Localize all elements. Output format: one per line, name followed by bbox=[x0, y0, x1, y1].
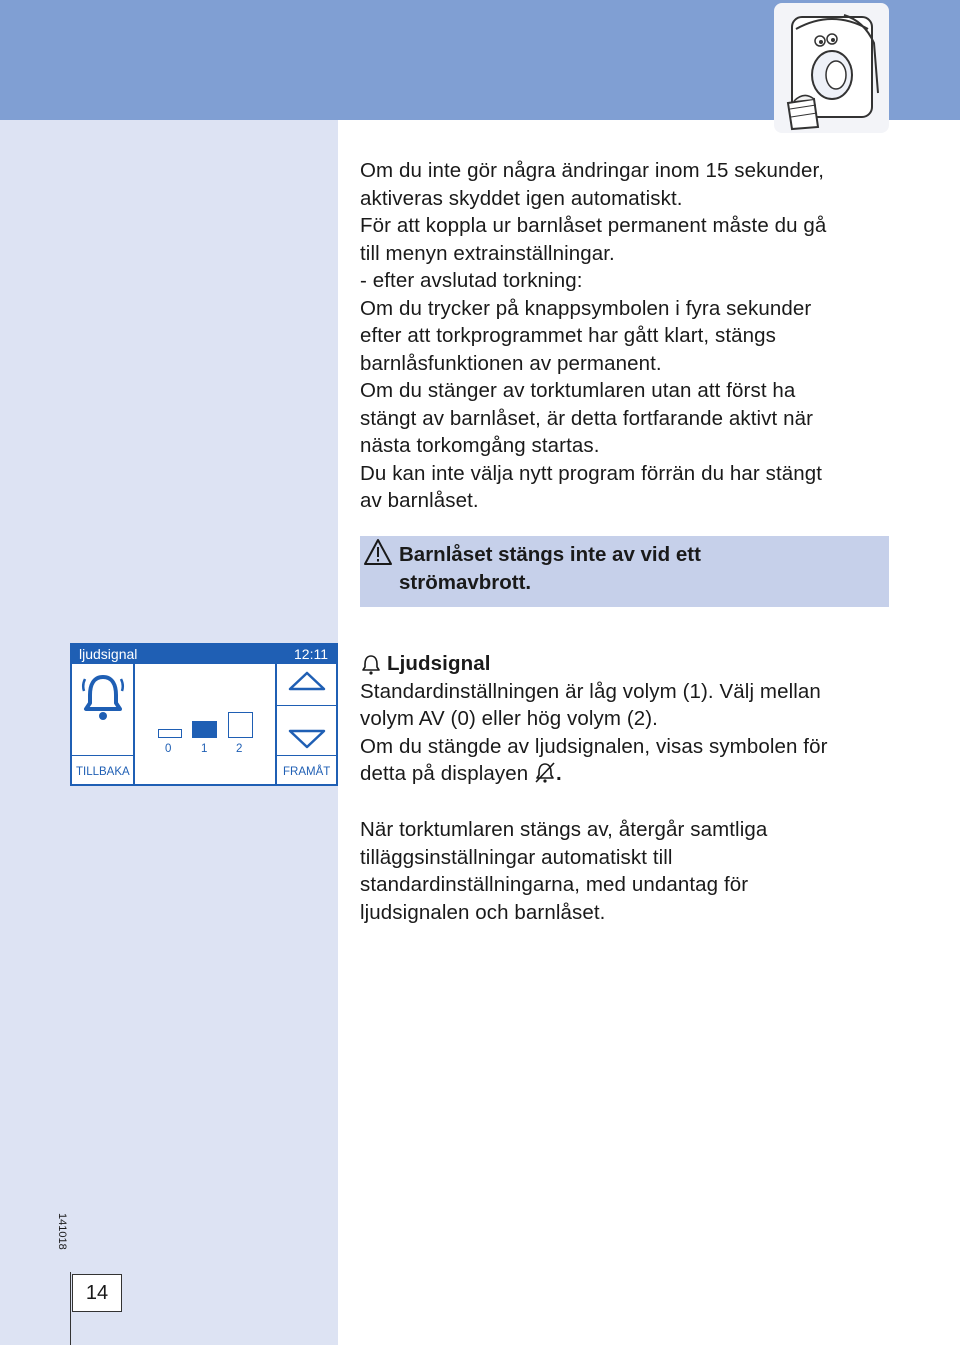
final-line: När torktumlaren stängs av, återgår samtliga bbox=[360, 818, 768, 841]
intro-line: nästa torkomgång startas. bbox=[360, 434, 600, 457]
warning-triangle-icon bbox=[363, 538, 393, 566]
final-text bbox=[360, 816, 900, 926]
sound-line: Standardinställningen är låg volym (1). Välj mellan bbox=[360, 679, 821, 703]
bell-off-icon bbox=[534, 761, 556, 783]
intro-line: stängt av barnlåset, är detta fortfarande aktivt när bbox=[360, 406, 814, 430]
display-header bbox=[72, 645, 336, 664]
intro-line: av barnlåset. bbox=[360, 489, 479, 512]
intro-line: Om du inte gör några ändringar inom 15 sekunder, bbox=[360, 159, 825, 182]
intro-line: Om du trycker på knappsymbolen i fyra sekunder bbox=[360, 296, 812, 320]
bell-icon bbox=[360, 653, 382, 675]
back-button-label[interactable]: TILLBAKA bbox=[76, 766, 130, 778]
control-display bbox=[70, 643, 338, 786]
volume-level-2-box[interactable] bbox=[228, 712, 253, 738]
page-number: 14 bbox=[72, 1274, 122, 1312]
sound-line bbox=[360, 760, 900, 788]
display-title: ljudsignal bbox=[79, 646, 138, 662]
down-arrow-icon[interactable] bbox=[287, 727, 327, 751]
volume-level-0-label: 0 bbox=[165, 743, 172, 755]
intro-line: - efter avslutad torkning: bbox=[360, 269, 583, 292]
display-divider bbox=[277, 755, 336, 756]
intro-line: efter att torkprogrammet har gått klart, stängs bbox=[360, 324, 777, 347]
display-divider bbox=[277, 705, 336, 706]
warning-text bbox=[399, 541, 819, 597]
display-divider bbox=[72, 755, 133, 756]
final-line: standardinställningarna, med undantag för bbox=[360, 873, 749, 896]
intro-line: Du kan inte välja nytt program förrän du har stängt bbox=[360, 461, 823, 485]
intro-line: aktiveras skyddet igen automatiskt. bbox=[360, 186, 683, 210]
sound-last-line-text: detta på displayen bbox=[360, 762, 529, 785]
volume-level-2-label: 2 bbox=[236, 743, 243, 755]
intro-line: barnlåsfunktionen av permanent. bbox=[360, 351, 662, 375]
bell-icon bbox=[81, 671, 125, 723]
document-code: 141018 bbox=[56, 1213, 68, 1250]
forward-button-label[interactable]: FRAMÅT bbox=[283, 766, 331, 778]
intro-line: Om du stänger av torktumlaren utan att först ha bbox=[360, 379, 796, 402]
volume-level-0-box[interactable] bbox=[158, 729, 182, 738]
page-number-rule bbox=[70, 1272, 71, 1345]
sound-last-line-end: . bbox=[556, 762, 562, 785]
display-divider bbox=[133, 664, 135, 784]
dryer-mascot-icon bbox=[774, 3, 889, 133]
volume-level-1-box[interactable] bbox=[192, 721, 217, 738]
display-divider bbox=[275, 664, 277, 784]
sound-line: volym AV (0) eller hög volym (2). bbox=[360, 707, 658, 730]
display-clock: 12:11 bbox=[294, 646, 328, 662]
up-arrow-icon[interactable] bbox=[287, 669, 327, 693]
warning-line: Barnlåset stängs inte av vid ett bbox=[399, 543, 701, 566]
intro-text bbox=[360, 157, 900, 515]
dryer-mascot-illustration bbox=[774, 3, 889, 133]
final-line: ljudsignalen och barnlåset. bbox=[360, 900, 606, 924]
volume-level-1-label: 1 bbox=[201, 743, 208, 755]
intro-line: För att koppla ur barnlåset permanent måste du gå bbox=[360, 214, 827, 237]
final-line: tilläggsinställningar automatiskt till bbox=[360, 845, 673, 869]
sound-heading-text: Ljudsignal bbox=[387, 652, 491, 675]
intro-line: till menyn extrainställningar. bbox=[360, 241, 615, 265]
sound-heading bbox=[360, 650, 900, 678]
sound-section bbox=[360, 650, 900, 788]
warning-line: strömavbrott. bbox=[399, 571, 532, 594]
warning-box bbox=[360, 536, 889, 607]
sound-line: Om du stängde av ljudsignalen, visas symbolen för bbox=[360, 734, 828, 758]
